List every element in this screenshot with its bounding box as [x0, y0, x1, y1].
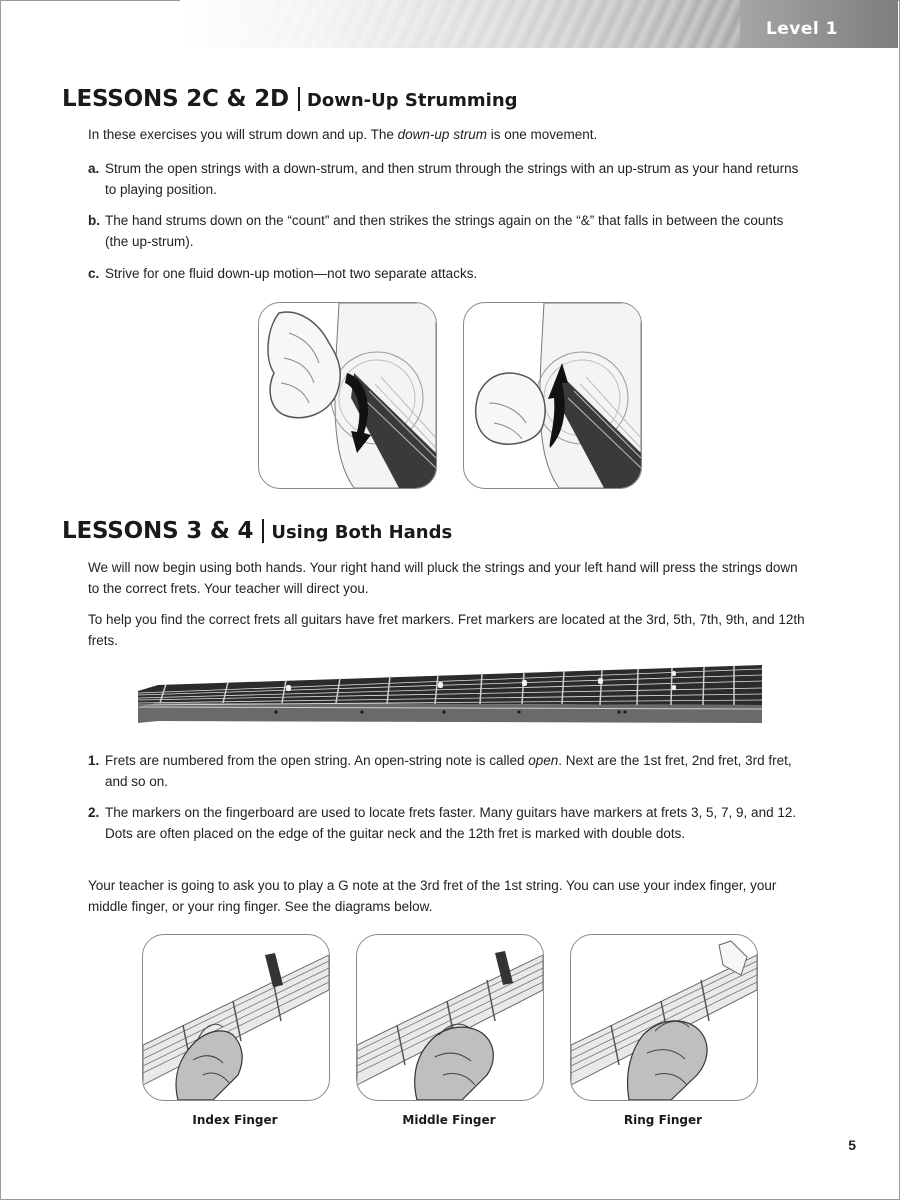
lesson-2-item-c	[88, 263, 808, 284]
item-text	[105, 750, 808, 792]
lesson-2-heading	[62, 86, 518, 112]
down-strum-photo	[258, 302, 437, 489]
lesson-3-paragraph-2: To help you find the correct frets all guitars have fret markers. Fret markers are located at the 3rd, 5th, 7th, 9th, and 12th frets.	[88, 612, 805, 648]
fretboard-illustration	[138, 661, 762, 727]
lesson-3-item-2	[88, 802, 808, 844]
lesson-3-closing: Your teacher is going to ask you to play a G note at the 3rd fret of the 1st string. You can use your index finger, your middle finger, or your ring finger. See the diagrams below.	[88, 878, 777, 914]
heading-divider	[262, 519, 264, 543]
index-finger-illustration	[143, 935, 329, 1100]
fretboard-svg	[138, 661, 762, 727]
lesson-2-title: LESSONS 2C & 2D	[62, 86, 289, 112]
lesson-2-intro	[88, 124, 828, 145]
caption-ring-finger: Ring Finger	[623, 1113, 703, 1127]
lesson-2-item-a	[88, 158, 808, 200]
item-text: The markers on the fingerboard are used to locate frets faster. Many guitars have markers at frets 3, 5, 7, 9, and 12. Dots are often placed on the edge of the guitar neck and the 12th fret is marked with double dots.	[105, 805, 797, 841]
item-label: 1.	[88, 753, 100, 768]
up-strum-illustration	[464, 303, 641, 488]
item-text-after: . Next are the 1st fret, 2nd fret, 3rd fret, and so on.	[105, 753, 792, 789]
item-text-before: Frets are numbered from the open string. An open-string note is called	[105, 753, 529, 768]
lesson-2-item-b	[88, 210, 808, 252]
down-strum-illustration	[259, 303, 436, 488]
item-label: b.	[88, 213, 100, 228]
heading-divider	[298, 87, 300, 111]
lesson-3-item-1	[88, 750, 808, 792]
lesson-3-subtitle: Using Both Hands	[271, 522, 453, 543]
lesson-2-subtitle: Down-Up Strumming	[306, 90, 518, 111]
item-label: a.	[88, 161, 100, 176]
item-label: c.	[88, 266, 100, 281]
index-finger-photo	[142, 934, 330, 1101]
up-strum-photo	[463, 302, 642, 489]
level-label: Level 1	[765, 19, 838, 39]
lesson-3-heading	[62, 518, 452, 544]
intro-emphasis: down-up strum	[397, 127, 487, 142]
lesson-3-title: LESSONS 3 & 4	[62, 518, 254, 544]
ring-finger-illustration	[571, 935, 757, 1100]
level-banner	[180, 0, 898, 48]
item-text: Strive for one fluid down-up motion—not two separate attacks.	[105, 266, 478, 281]
middle-finger-illustration	[357, 935, 543, 1100]
caption-index-finger: Index Finger	[192, 1113, 278, 1127]
item-text: Strum the open strings with a down-strum, and then strum through the strings with an up-strum as your hand returns to playing position.	[105, 161, 799, 197]
ring-finger-photo	[570, 934, 758, 1101]
item-emphasis: open	[528, 753, 559, 768]
page-number: 5	[848, 1137, 856, 1153]
caption-middle-finger: Middle Finger	[402, 1113, 496, 1127]
lesson-3-paragraph-1: We will now begin using both hands. Your right hand will pluck the strings and your left hand will press the strings down to the correct frets. Your teacher will direct you.	[88, 560, 798, 596]
item-label: 2.	[88, 805, 100, 820]
intro-text-after: is one movement.	[486, 127, 598, 142]
middle-finger-photo	[356, 934, 544, 1101]
intro-text-before: In these exercises you will strum down and up. The	[88, 127, 398, 142]
item-text: The hand strums down on the “count” and then strikes the strings again on the “&” that falls in between the counts (the up-strum).	[105, 213, 784, 249]
